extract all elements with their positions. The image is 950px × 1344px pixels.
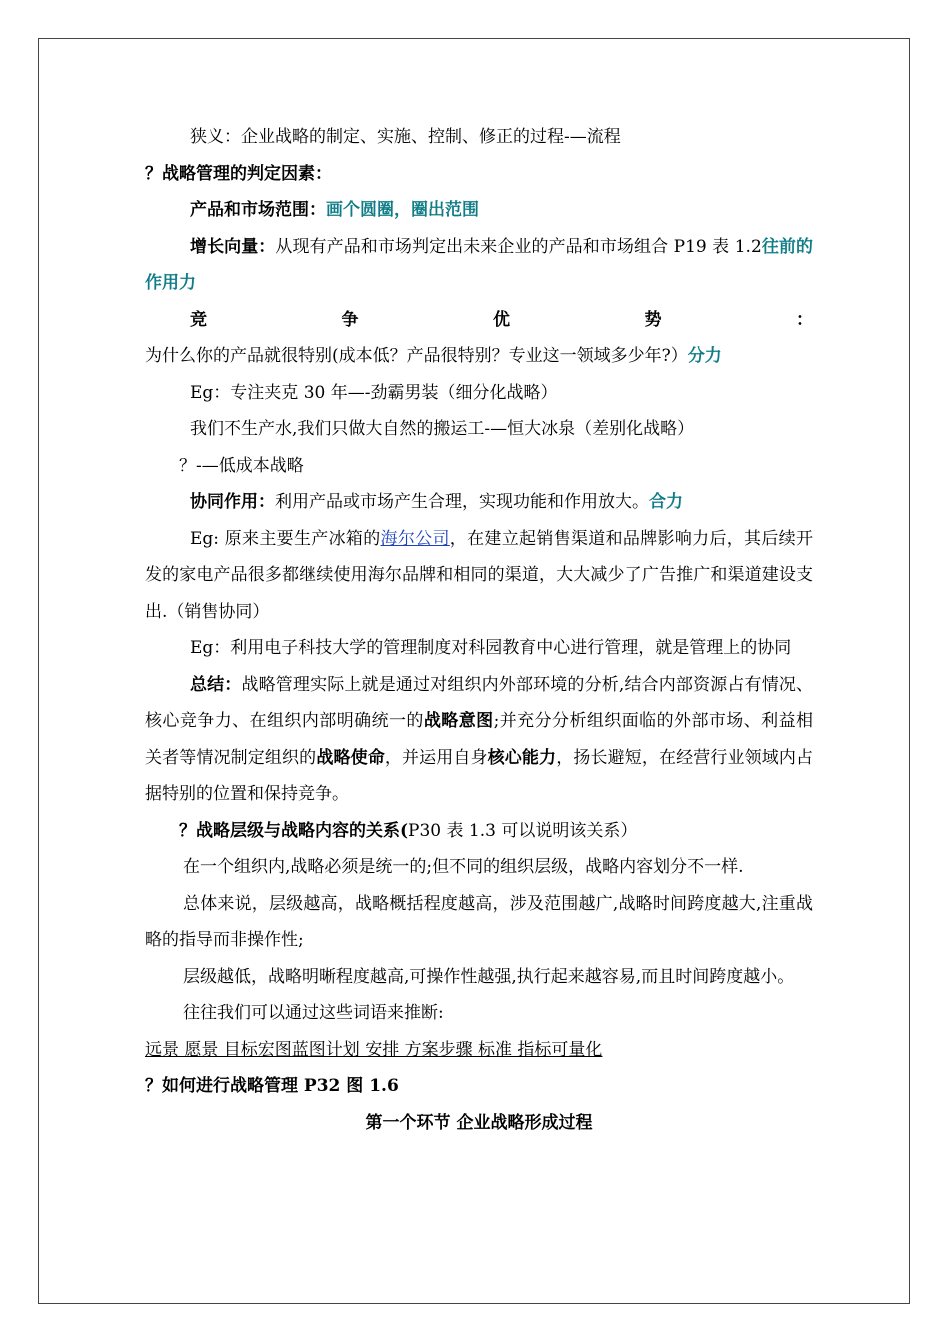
heading-levels (145, 813, 813, 850)
product-market-scope-note: 画个圆圈，圈出范围 (326, 200, 479, 220)
levels-lower-text: 层级越低，战略明晰程度越高,可操作性越强,执行起来越容易,而且时间跨度越小。 (183, 966, 795, 987)
levels-higher (145, 886, 813, 959)
example-jacket (145, 375, 813, 412)
document-body (145, 119, 813, 1141)
summary (145, 667, 813, 813)
inference-intro-text: 往往我们可以通过这些词语来推断: (183, 1003, 444, 1023)
inference-intro (145, 995, 813, 1032)
synergy (145, 484, 813, 521)
example-management (145, 630, 813, 667)
competitive-advantage-note: 分力 (687, 346, 722, 366)
competitive-advantage (145, 302, 813, 375)
synergy-note: 合力 (649, 492, 683, 512)
levels-lower (145, 959, 813, 996)
heading-factors-text: ？战略管理的判定因素： (145, 163, 332, 184)
levels-higher-text: 总体来说，层级越高，战略概括程度越高，涉及范围越广,战略时间跨度越大,注重战略的指导而非操作性; (145, 893, 813, 950)
levels-unified-text: 在一个组织内,战略必须是统一的;但不同的组织层级，战略内容划分不一样. (183, 857, 744, 877)
competitive-advantage-text: 为什么你的产品就很特别(成本低？产品很特别？专业这一领域多少年?） (145, 346, 688, 366)
section-title (145, 1105, 813, 1142)
strategic-intent: 战略意图 (423, 711, 494, 731)
summary-text-b: ;并充分分析组织面临的外部市场、利益相关者等情况制定组织的 (145, 711, 814, 768)
low-cost-strategy-text: ？-—低成本战略 (179, 455, 304, 476)
summary-text-a: 战略管理实际上就是通过对组织内外部环境的分析,结合内部资源占有情况、核心竞争力、在组织内部明确统一的 (145, 674, 813, 731)
narrow-definition (145, 119, 813, 156)
levels-unified (145, 849, 813, 886)
growth-vector-note: 往前的作用力 (145, 236, 814, 293)
synergy-text: 利用产品或市场产生合理，实现功能和作用放大。 (275, 492, 649, 512)
growth-vector-label: 增长向量： (190, 236, 276, 257)
heading-levels-rest: P30 表 1.3 可以说明该关系） (408, 820, 638, 841)
example-haier-prefix: Eg: 原来主要生产冰箱的 (190, 528, 381, 549)
example-haier (145, 521, 813, 631)
competitive-advantage-label: 竞争优势： (190, 309, 813, 330)
product-market-scope (145, 192, 813, 229)
example-jacket-text: Eg：专注夹克 30 年—-劲霸男装（细分化战略） (190, 382, 558, 403)
keyword-list (145, 1032, 813, 1069)
heading-how (145, 1068, 813, 1105)
heading-factors (145, 156, 813, 193)
growth-vector (145, 229, 813, 302)
heading-levels-bold: ？战略层级与战略内容的关系( (179, 820, 409, 841)
summary-label: 总结： (190, 674, 242, 695)
core-capability: 核心能力 (487, 747, 557, 768)
example-water-text: 我们不生产水,我们只做大自然的搬运工-—恒大冰泉（差别化战略） (190, 419, 695, 439)
heading-how-text: ？如何进行战略管理 P32 图 1.6 (145, 1076, 399, 1096)
synergy-label: 协同作用： (190, 492, 275, 512)
example-water (145, 411, 813, 448)
strategic-mission: 战略使命 (316, 747, 385, 768)
summary-text-c: ，并运用自身 (384, 747, 488, 768)
low-cost-strategy (145, 448, 813, 485)
example-haier-text: ，在建立起销售渠道和品牌影响力后，其后续开发的家电产品很多都继续使用海尔品牌和相同的渠道，大大减少了广告推广和渠道建设支出.（销售协同） (145, 528, 813, 622)
keyword-list-text: 远景 愿景 目标宏图蓝图计划 安排 方案步骤 标准 指标可量化 (145, 1039, 603, 1060)
haier-link[interactable]: 海尔公司 (380, 528, 450, 549)
narrow-definition-text: 狭义：企业战略的制定、实施、控制、修正的过程-—流程 (190, 127, 621, 147)
growth-vector-text: 从现有产品和市场判定出未来企业的产品和市场组合 P19 表 1.2 (275, 236, 762, 257)
section-title-text: 第一个环节 企业战略形成过程 (365, 1112, 593, 1133)
summary-text-d: ，扬长避短，在经营行业领域内占据特别的位置和保持竞争。 (145, 747, 814, 804)
example-management-text: Eg：利用电子科技大学的管理制度对科园教育中心进行管理，就是管理上的协同 (190, 638, 792, 658)
product-market-scope-label: 产品和市场范围： (190, 200, 326, 220)
